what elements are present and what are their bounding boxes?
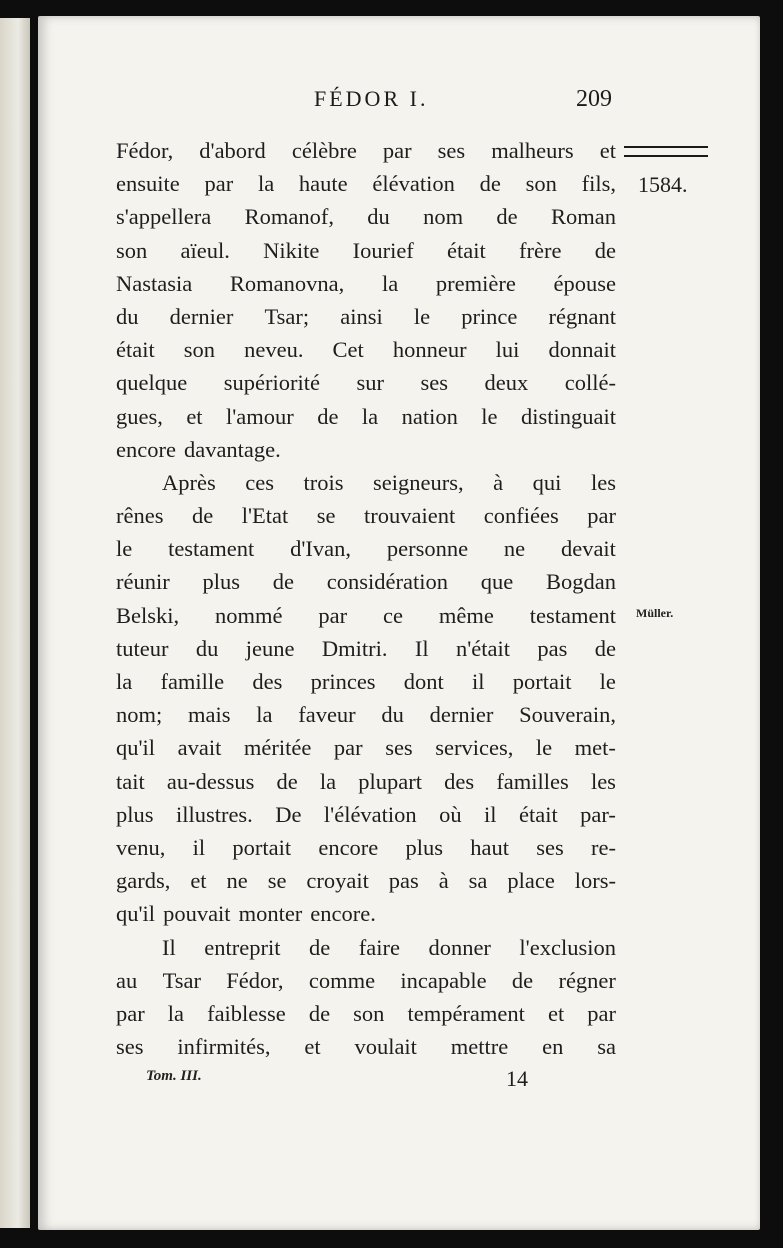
word: n'était xyxy=(455,635,510,661)
word: testament xyxy=(529,602,616,628)
word: aïeul. xyxy=(180,237,230,263)
word: en xyxy=(542,1034,564,1060)
word: rênes xyxy=(116,503,164,529)
text-line xyxy=(116,864,616,897)
word: qui xyxy=(532,469,562,495)
text-line xyxy=(116,765,616,798)
word: personne xyxy=(386,536,469,562)
word: encore. xyxy=(310,901,376,927)
word: ses xyxy=(116,1034,144,1060)
word: à xyxy=(438,868,449,894)
word: nation xyxy=(401,403,458,429)
text-line xyxy=(116,599,616,632)
word: la xyxy=(361,403,379,429)
word: encore xyxy=(318,834,379,860)
word: de xyxy=(317,403,339,429)
word: infirmités, xyxy=(177,1034,271,1060)
facing-page-edge xyxy=(0,18,30,1228)
word: ne xyxy=(226,868,248,894)
word: par xyxy=(204,171,234,197)
word: par- xyxy=(580,801,616,827)
word: Nastasia xyxy=(116,270,193,296)
word: dernier xyxy=(429,702,494,728)
word: au xyxy=(116,967,138,993)
word: son xyxy=(183,337,216,363)
word: nommé xyxy=(215,602,283,628)
word: le xyxy=(481,403,498,429)
word: de xyxy=(276,768,298,794)
word: gues, xyxy=(116,403,163,429)
word: Romanof, xyxy=(244,204,334,230)
word: lors- xyxy=(574,868,616,894)
word: faveur xyxy=(298,702,356,728)
word: Après xyxy=(162,469,216,495)
word: le xyxy=(116,536,133,562)
word: quelque xyxy=(116,370,188,396)
word: la xyxy=(116,669,133,694)
word: malheurs xyxy=(491,138,574,163)
word: portait xyxy=(232,834,292,860)
word: devait xyxy=(560,536,616,562)
word: plupart xyxy=(358,768,423,794)
text-line xyxy=(116,964,616,997)
word: ce xyxy=(383,602,403,628)
word: plus xyxy=(405,834,444,860)
word: Cet xyxy=(332,337,364,363)
word: et xyxy=(304,1034,321,1060)
word: nom xyxy=(423,204,464,230)
text-line xyxy=(116,897,616,930)
text-line xyxy=(116,200,616,233)
word: neveu. xyxy=(244,337,304,363)
word: nom; xyxy=(116,702,163,728)
text-line xyxy=(116,366,616,399)
word: faire xyxy=(358,934,400,960)
word: ces xyxy=(245,469,274,495)
word: Roman xyxy=(550,204,616,230)
word: Il xyxy=(162,934,176,960)
word: du xyxy=(381,702,404,728)
text-line xyxy=(116,333,616,366)
text-line xyxy=(116,466,616,499)
word: distinguait xyxy=(520,403,616,429)
word: plus xyxy=(202,569,240,595)
word: que xyxy=(480,569,514,595)
word: son xyxy=(116,237,148,263)
word: confiées xyxy=(483,503,559,529)
word: méritée xyxy=(243,735,312,761)
word: re- xyxy=(590,834,616,860)
word: par xyxy=(382,138,412,163)
margin-source-note: Müller. xyxy=(636,606,674,620)
word: Tsar; xyxy=(264,303,310,329)
word: de xyxy=(191,503,214,529)
word: tempérament xyxy=(407,1000,525,1026)
text-line xyxy=(116,400,616,433)
word: Tsar xyxy=(162,967,201,993)
word: où xyxy=(439,801,462,827)
word: par xyxy=(587,1000,616,1026)
word: frère xyxy=(519,237,562,263)
word: Fédor, xyxy=(226,967,284,993)
word: par xyxy=(318,602,348,628)
word: Bogdan xyxy=(545,569,616,595)
word: de xyxy=(308,934,331,960)
word: davantage. xyxy=(183,436,281,462)
word: Iourief xyxy=(352,237,414,263)
word: épouse xyxy=(553,270,616,296)
word: deux xyxy=(484,370,529,396)
word: régnant xyxy=(548,303,616,329)
word: Dmitri. xyxy=(321,635,388,661)
word: ses xyxy=(437,138,466,163)
word: supériorité xyxy=(223,370,320,396)
word: la xyxy=(319,768,337,794)
word: pas xyxy=(388,868,419,894)
word: la xyxy=(256,702,273,728)
word: pouvait xyxy=(163,901,231,927)
word: le xyxy=(535,735,553,761)
word: ainsi xyxy=(340,303,383,329)
word: collé- xyxy=(564,370,616,396)
body-text xyxy=(116,134,616,1063)
word: l'Etat xyxy=(241,503,289,529)
word: d'Ivan, xyxy=(290,536,352,562)
word: et xyxy=(547,1000,565,1026)
word: réunir xyxy=(116,569,170,595)
word: dont xyxy=(403,669,444,694)
word: donnait xyxy=(548,337,616,363)
word: était xyxy=(116,337,155,363)
word: de xyxy=(272,569,294,595)
word: Souverain, xyxy=(519,702,616,728)
text-line xyxy=(116,931,616,964)
text-line xyxy=(116,300,616,333)
word: sur xyxy=(356,370,384,396)
word: ses xyxy=(385,735,413,761)
word: ses xyxy=(420,370,448,396)
word: ne xyxy=(503,536,526,562)
word: plus xyxy=(116,801,154,827)
word: mais xyxy=(188,702,231,728)
word: la xyxy=(381,270,399,296)
word: la xyxy=(257,171,275,197)
word: De xyxy=(275,801,302,827)
word: familles xyxy=(496,768,569,794)
word: illustres. xyxy=(175,801,253,827)
word: qu'il xyxy=(116,735,156,761)
running-head-title: FÉDOR I. xyxy=(314,86,429,111)
text-line xyxy=(116,267,616,300)
word: il xyxy=(484,801,497,827)
word: le xyxy=(599,669,616,694)
word: donner xyxy=(428,934,491,960)
page-number: 209 xyxy=(576,86,612,112)
word: ses xyxy=(536,834,564,860)
word: du xyxy=(195,635,219,661)
word: faiblesse xyxy=(207,1000,286,1026)
word: se xyxy=(267,868,287,894)
word: qu'il xyxy=(116,901,156,927)
word: testament xyxy=(168,536,255,562)
word: trois xyxy=(303,469,344,495)
word: de xyxy=(511,967,534,993)
word: Il xyxy=(414,635,429,661)
word: était xyxy=(518,801,558,827)
word: l'exclusion xyxy=(519,934,616,960)
text-line xyxy=(116,499,616,532)
running-head xyxy=(0,86,783,118)
margin-year: 1584. xyxy=(638,172,688,197)
word: de xyxy=(594,635,616,661)
word: à xyxy=(493,469,504,495)
text-line xyxy=(116,234,616,267)
word: même xyxy=(438,602,494,628)
word: célèbre xyxy=(291,138,357,163)
word: prince xyxy=(461,303,518,329)
text-line xyxy=(116,997,616,1030)
word: les xyxy=(590,469,616,495)
word: régner xyxy=(558,967,616,993)
word: et xyxy=(190,868,207,894)
word: ensuite xyxy=(116,171,180,197)
text-line xyxy=(116,698,616,731)
word: première xyxy=(435,270,516,296)
word: sa xyxy=(468,868,488,894)
word: Nikite xyxy=(263,237,320,263)
word: tuteur xyxy=(116,635,169,661)
word: place xyxy=(507,868,555,894)
word: le xyxy=(413,303,431,329)
word: avait xyxy=(177,735,222,761)
word: croyait xyxy=(306,868,369,894)
word: dernier xyxy=(169,303,234,329)
word: considération xyxy=(326,569,448,595)
word: fils, xyxy=(581,171,616,197)
word: Belski, xyxy=(116,602,180,628)
word: se xyxy=(316,503,336,529)
text-line xyxy=(116,134,616,167)
word: haute xyxy=(298,171,348,197)
text-line xyxy=(116,565,616,598)
word: de xyxy=(496,204,518,230)
text-line xyxy=(116,1030,616,1063)
word: incapable xyxy=(400,967,487,993)
word: encore xyxy=(116,436,176,462)
signature-mark: Tom. III. xyxy=(146,1068,202,1084)
word: d'abord xyxy=(199,138,266,163)
word: entreprit xyxy=(204,934,281,960)
text-line xyxy=(116,632,616,665)
word: services, xyxy=(435,735,514,761)
word: gards, xyxy=(116,868,171,894)
word: il xyxy=(192,834,206,860)
word: met- xyxy=(574,735,616,761)
word: et xyxy=(186,403,203,429)
word: tait xyxy=(116,768,145,794)
word: s'appellera xyxy=(116,204,212,230)
text-line xyxy=(116,665,616,698)
word: des xyxy=(444,768,475,794)
word: par xyxy=(333,735,363,761)
word: et xyxy=(599,138,616,163)
word: famille xyxy=(160,669,225,694)
word: des xyxy=(252,669,283,694)
word: sa xyxy=(597,1034,616,1060)
word: la xyxy=(167,1000,185,1026)
word: mettre xyxy=(450,1034,509,1060)
text-line xyxy=(116,167,616,200)
word: son xyxy=(353,1000,385,1026)
word: haut xyxy=(470,834,510,860)
word: de xyxy=(308,1000,331,1026)
text-line xyxy=(116,433,616,466)
word: seigneurs, xyxy=(373,469,464,495)
word: princes xyxy=(310,669,376,694)
text-line xyxy=(116,798,616,831)
word: de xyxy=(479,171,501,197)
word: portait xyxy=(512,669,572,694)
text-line xyxy=(116,532,616,565)
word: lui xyxy=(495,337,520,363)
word: Romanovna, xyxy=(229,270,345,296)
word: honneur xyxy=(392,337,467,363)
word: son xyxy=(525,171,557,197)
word: de xyxy=(594,237,616,263)
word: du xyxy=(367,204,390,230)
word: l'élévation xyxy=(323,801,417,827)
signature-number: 14 xyxy=(506,1066,528,1091)
word: élévation xyxy=(372,171,455,197)
word: Fédor, xyxy=(116,138,174,163)
word: il xyxy=(472,669,485,694)
text-line xyxy=(116,831,616,864)
word: au-dessus xyxy=(166,768,255,794)
word: l'amour xyxy=(226,403,294,429)
word: voulait xyxy=(354,1034,417,1060)
margin-rule xyxy=(624,146,708,157)
word: trouvaient xyxy=(364,503,456,529)
word: comme xyxy=(308,967,376,993)
word: était xyxy=(447,237,486,263)
word: par xyxy=(116,1000,145,1026)
word: venu, xyxy=(116,834,166,860)
word: jeune xyxy=(245,635,295,661)
word: du xyxy=(116,303,139,329)
word: pas xyxy=(537,635,568,661)
word: monter xyxy=(238,901,303,927)
word: les xyxy=(590,768,616,794)
word: par xyxy=(587,503,616,529)
text-line xyxy=(116,731,616,764)
